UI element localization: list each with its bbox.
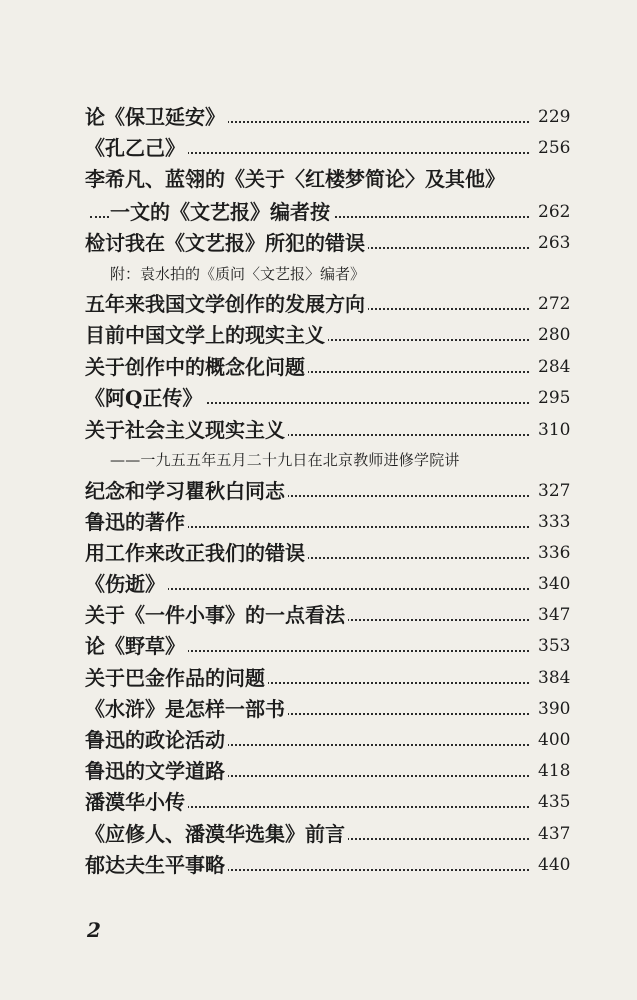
- toc-entry: [0, 508, 637, 536]
- toc-entry: [0, 290, 637, 318]
- toc-entry: [0, 416, 637, 444]
- toc-entry-page: 284: [538, 357, 571, 377]
- toc-entry: [0, 103, 637, 131]
- toc-entry: [0, 601, 637, 629]
- toc-entry: [0, 353, 637, 381]
- toc-entry-title: 鲁迅的文学道路: [85, 757, 228, 785]
- toc-entry-page: 418: [538, 761, 571, 781]
- toc-entry-page: 353: [538, 636, 571, 656]
- toc-entry-title: 鲁迅的政论活动: [85, 726, 228, 754]
- toc-entry: [0, 229, 637, 257]
- toc-entry-page: 333: [538, 512, 571, 532]
- toc-entry-page: 327: [538, 481, 571, 501]
- toc-entry-title: 《伤逝》: [85, 570, 168, 598]
- toc-entry-title: 目前中国文学上的现实主义: [85, 321, 328, 349]
- toc-entry-title: 五年来我国文学创作的发展方向: [85, 290, 368, 318]
- toc-entry-page: 435: [538, 792, 571, 812]
- toc-entry: [0, 321, 637, 349]
- toc-entry: [0, 788, 637, 816]
- toc-entry-page: 256: [538, 138, 571, 158]
- toc-entry-page: 272: [538, 294, 571, 314]
- toc-entry-title: 关于《一件小事》的一点看法: [85, 601, 348, 629]
- toc-entry-page: 347: [538, 605, 571, 625]
- toc-entry-page: 340: [538, 574, 571, 594]
- toc-entry-page: 390: [538, 699, 571, 719]
- toc-entry-title: 李希凡、蓝翎的《关于〈红楼梦简论〉及其他》: [85, 165, 508, 193]
- toc-entry-title: 论《保卫延安》: [85, 103, 228, 131]
- toc-entry-title: 关于巴金作品的问题: [85, 664, 268, 692]
- toc-entry: [0, 726, 637, 754]
- toc-entry-page: 437: [538, 824, 571, 844]
- toc-entry-title: ——一九五五年五月二十九日在北京教师进修学院讲: [110, 446, 463, 474]
- toc-entry-title: 潘漠华小传: [85, 788, 188, 816]
- toc-entry-page: 310: [538, 420, 571, 440]
- toc-entry-title: 关于社会主义现实主义: [85, 416, 288, 444]
- toc-entry: [0, 757, 637, 785]
- toc-entry: [0, 570, 637, 598]
- toc-entry-page: 263: [538, 233, 571, 253]
- toc-entry: [0, 134, 637, 162]
- toc-entry-title: 关于创作中的概念化问题: [85, 353, 308, 381]
- toc-entry-title: 论《野草》: [85, 632, 188, 660]
- toc-entry-title: 用工作来改正我们的错误: [85, 539, 308, 567]
- toc-entry: [0, 384, 637, 412]
- toc-entry: [0, 632, 637, 660]
- toc-entry-title: 检讨我在《文艺报》所犯的错误: [85, 229, 368, 257]
- toc-entry-title: 《应修人、潘漠华选集》前言: [85, 820, 348, 848]
- toc-entry: [0, 477, 637, 505]
- toc-entry: [0, 820, 637, 848]
- toc-entry-page: 280: [538, 325, 571, 345]
- toc-entry-page: 262: [538, 202, 571, 222]
- toc-entry: [0, 539, 637, 567]
- toc-entry-title: 《孔乙己》: [85, 134, 188, 162]
- toc-entry-page: 384: [538, 668, 571, 688]
- toc-entry-page: 229: [538, 107, 571, 127]
- toc-entry: [0, 165, 637, 193]
- toc-entry-title: 鲁迅的著作: [85, 508, 188, 536]
- toc-entry-title: 附：袁水拍的《质问〈文艺报〉编者》: [110, 260, 368, 288]
- toc-entry-subtitle: [0, 446, 637, 474]
- page-number: 2: [87, 918, 101, 942]
- toc-entry-title: 《水浒》是怎样一部书: [85, 695, 288, 723]
- toc-entry-page: 336: [538, 543, 571, 563]
- toc-entry: [0, 695, 637, 723]
- toc-entry-title: 郁达夫生平事略: [85, 851, 228, 879]
- toc-entry-title: 一文的《文艺报》编者按: [110, 198, 333, 226]
- toc-entry: [0, 664, 637, 692]
- toc-appendix-note: [0, 260, 637, 288]
- toc-entry-title: 《阿Q正传》: [85, 384, 205, 412]
- toc-entry-page: 440: [538, 855, 571, 875]
- toc-entry-page: 400: [538, 730, 571, 750]
- toc-entry: [0, 851, 637, 879]
- toc-entry: [0, 198, 637, 226]
- toc-entry-title: 纪念和学习瞿秋白同志: [85, 477, 288, 505]
- toc-entry-page: 295: [538, 388, 571, 408]
